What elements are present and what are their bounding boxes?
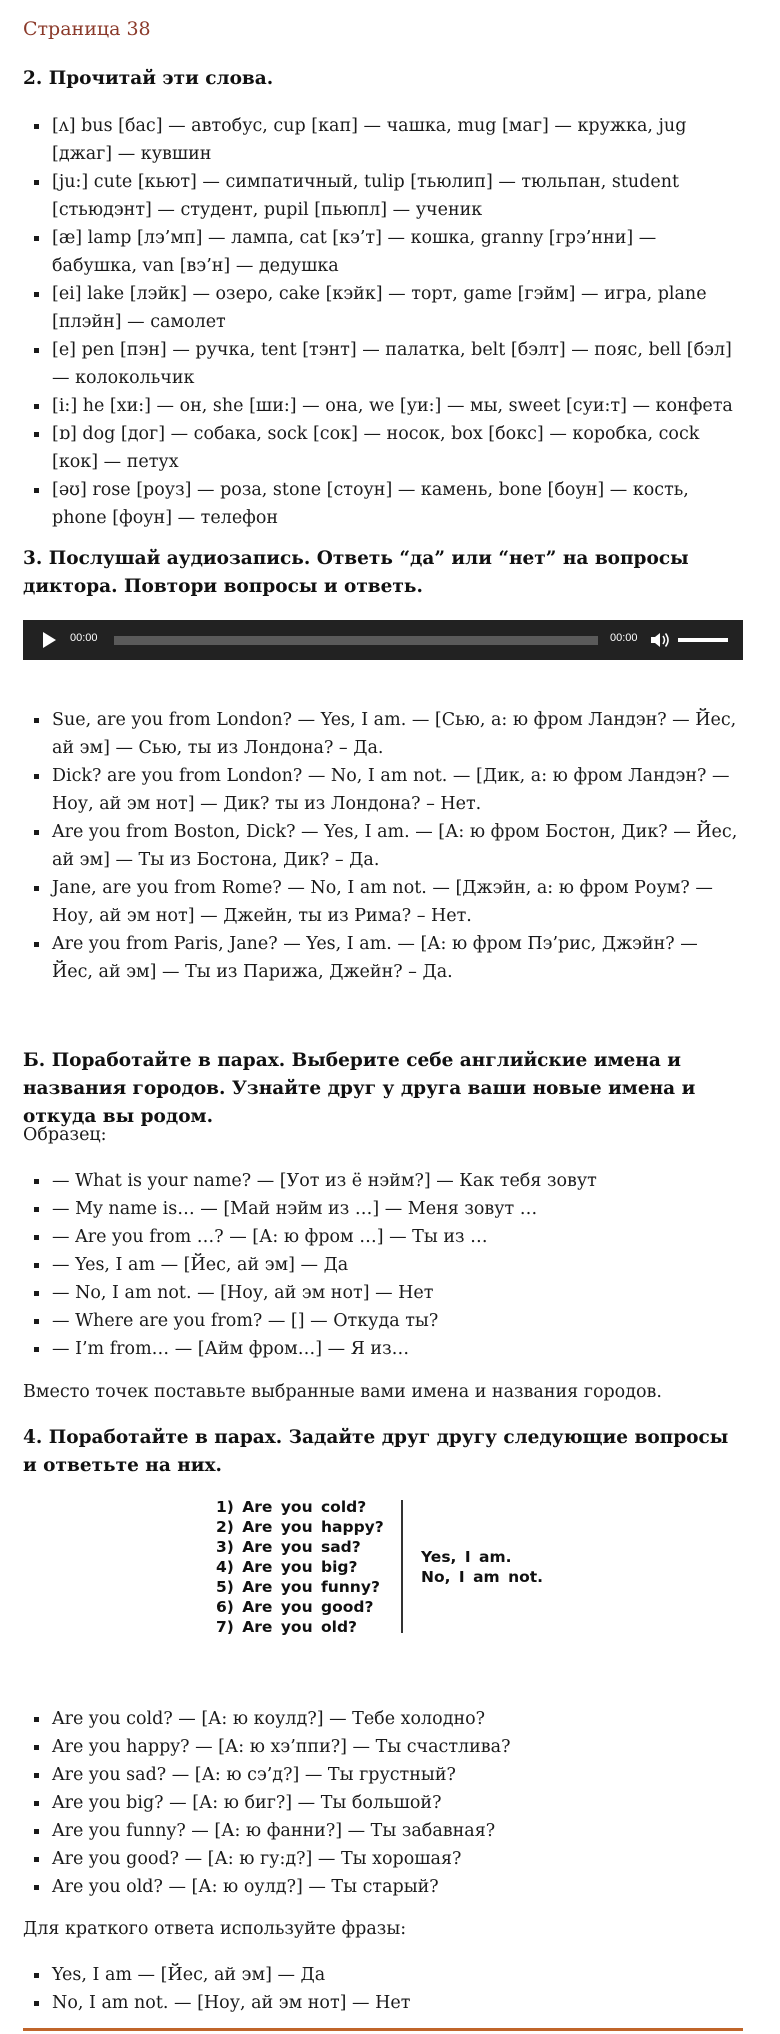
list-item: No, I am not. — [Ноу, ай эм нот] — Нет [23,1989,743,2017]
list-item: Yes, I am — [Йес, ай эм] — Да [23,1961,743,1989]
volume-icon[interactable] [651,632,671,648]
list-item: Are you old? — [А: ю оулд?] — Ты старый? [23,1873,743,1901]
list-item: Are you sad? — [А: ю сэ’д?] — Ты грустный? [23,1761,743,1789]
list-item: Are you happy? — [А: ю хэ’ппи?] — Ты счастлива? [23,1733,743,1761]
answer-line: No, I am not. [421,1568,544,1586]
question-line: 6) Are you good? [216,1598,374,1616]
question-line: 5) Are you funny? [216,1578,380,1596]
question-line: 4) Are you big? [216,1558,358,1576]
bottom-divider [23,2028,743,2031]
list-item: Sue, are you from London? — Yes, I am. — [Сью, а: ю фром Ландэн? — Йес, ай эм] — Сью, ты из Лондона? – Да. [23,706,743,762]
list-item: [ʌ] bus [бас] — автобус, cup [кап] — чашка, mug [маг] — кружка, jug [джаг] — кувшин [23,112,743,168]
volume-level [678,638,728,642]
exercise-2-word-list [23,112,743,532]
list-item: [ju:] cute [кьют] — симпатичный, tulip [тьюлип] — тюльпан, student [стьюдэнт] — студент, pupil [пьюпл] — ученик [23,168,743,224]
short-answer-list [23,1961,743,2017]
exercise-2-heading: 2. Прочитай эти слова. [23,68,274,89]
list-item: — I’m from… — [Айм фром…] — Я из… [23,1335,743,1363]
list-item: [e] pen [пэн] — ручка, tent [тэнт] — палатка, belt [бэлт] — пояс, bell [бэл] — колокольчик [23,336,743,392]
section-b-sample-list [23,1167,743,1363]
list-item: — What is your name? — [Уот из ё нэйм?] — Как тебя зовут [23,1167,743,1195]
current-time: 00:00 [70,632,98,644]
short-answer-label: Для краткого ответа используйте фразы: [23,1919,407,1939]
answer-line: Yes, I am. [421,1548,512,1566]
exercise-4-heading: 4. Поработайте в парах. Задайте друг другу следующие вопросы и ответьте на них. [23,1427,729,1476]
questions-image [216,1498,576,1638]
sample-label: Образец: [23,1125,107,1145]
list-item: Are you from Boston, Dick? — Yes, I am. — [А: ю фром Бостон, Дик? — Йес, ай эм] — Ты из Бостона, Дик? – Да. [23,818,743,874]
section-b-heading: Б. Поработайте в парах. Выберите себе английские имена и названия городов. Узнайте друг у друга ваши новые имена и откуда вы родом. [23,1050,696,1127]
divider [401,1500,403,1633]
page-number: Страница 38 [23,18,151,40]
audio-player [23,620,743,660]
progress-rail[interactable] [114,636,598,645]
list-item: Jane, are you from Rome? — No, I am not. — [Джэйн, а: ю фром Роум? — Ноу, ай эм нот] — Джейн, ты из Рима? – Нет. [23,874,743,930]
list-item: [æ] lamp [лэ’мп] — лампа, cat [кэ’т] — кошка, granny [грэ’нни] — бабушка, van [вэ’н] — дедушка [23,224,743,280]
list-item: — Yes, I am — [Йес, ай эм] — Да [23,1251,743,1279]
list-item: Are you good? — [А: ю гу:д?] — Ты хорошая? [23,1845,743,1873]
play-icon[interactable] [43,632,56,648]
question-line: 3) Are you sad? [216,1538,361,1556]
list-item: — Are you from …? — [А: ю фром …] — Ты из … [23,1223,743,1251]
list-item: [i:] he [хи:] — он, she [ши:] — она, we [уи:] — мы, sweet [суи:т] — конфета [23,392,743,420]
duration-time: 00:00 [610,632,638,644]
exercise-3-heading: 3. Послушай аудиозапись. Ответь “да” или “нет” на вопросы диктора. Повтори вопросы и ответь. [23,548,689,597]
exercise-4-question-list [23,1705,743,1901]
list-item: Are you big? — [А: ю биг?] — Ты большой? [23,1789,743,1817]
question-line: 7) Are you old? [216,1618,358,1636]
question-line: 1) Are you cold? [216,1498,367,1516]
list-item: Are you funny? — [А: ю фанни?] — Ты забавная? [23,1817,743,1845]
list-item: [ei] lake [лэйк] — озеро, cake [кэйк] — торт, game [гэйм] — игра, plane [плэйн] — самолет [23,280,743,336]
question-line: 2) Are you happy? [216,1518,384,1536]
section-b-note: Вместо точек поставьте выбранные вами имена и названия городов. [23,1382,662,1402]
volume-slider[interactable] [678,638,728,642]
list-item: Are you from Paris, Jane? — Yes, I am. — [А: ю фром Пэ’рис, Джэйн? — Йес, ай эм] — Ты из Парижа, Джейн? – Да. [23,930,743,986]
list-item: Dick? are you from London? — No, I am not. — [Дик, а: ю фром Ландэн? — Ноу, ай эм нот] — Дик? ты из Лондона? – Нет. [23,762,743,818]
list-item: [əʊ] rose [роуз] — роза, stone [стоун] — камень, bone [боун] — кость, phone [фоун] — телефон [23,476,743,532]
list-item: [ɒ] dog [дог] — собака, sock [сок] — носок, box [бокс] — коробка, cock [кок] — петух [23,420,743,476]
list-item: Are you cold? — [А: ю коулд?] — Тебе холодно? [23,1705,743,1733]
list-item: — My name is… — [Май нэйм из …] — Меня зовут … [23,1195,743,1223]
list-item: — No, I am not. — [Ноу, ай эм нот] — Нет [23,1279,743,1307]
list-item: — Where are you from? — [] — Откуда ты? [23,1307,743,1335]
exercise-3-dialog-list [23,706,743,986]
